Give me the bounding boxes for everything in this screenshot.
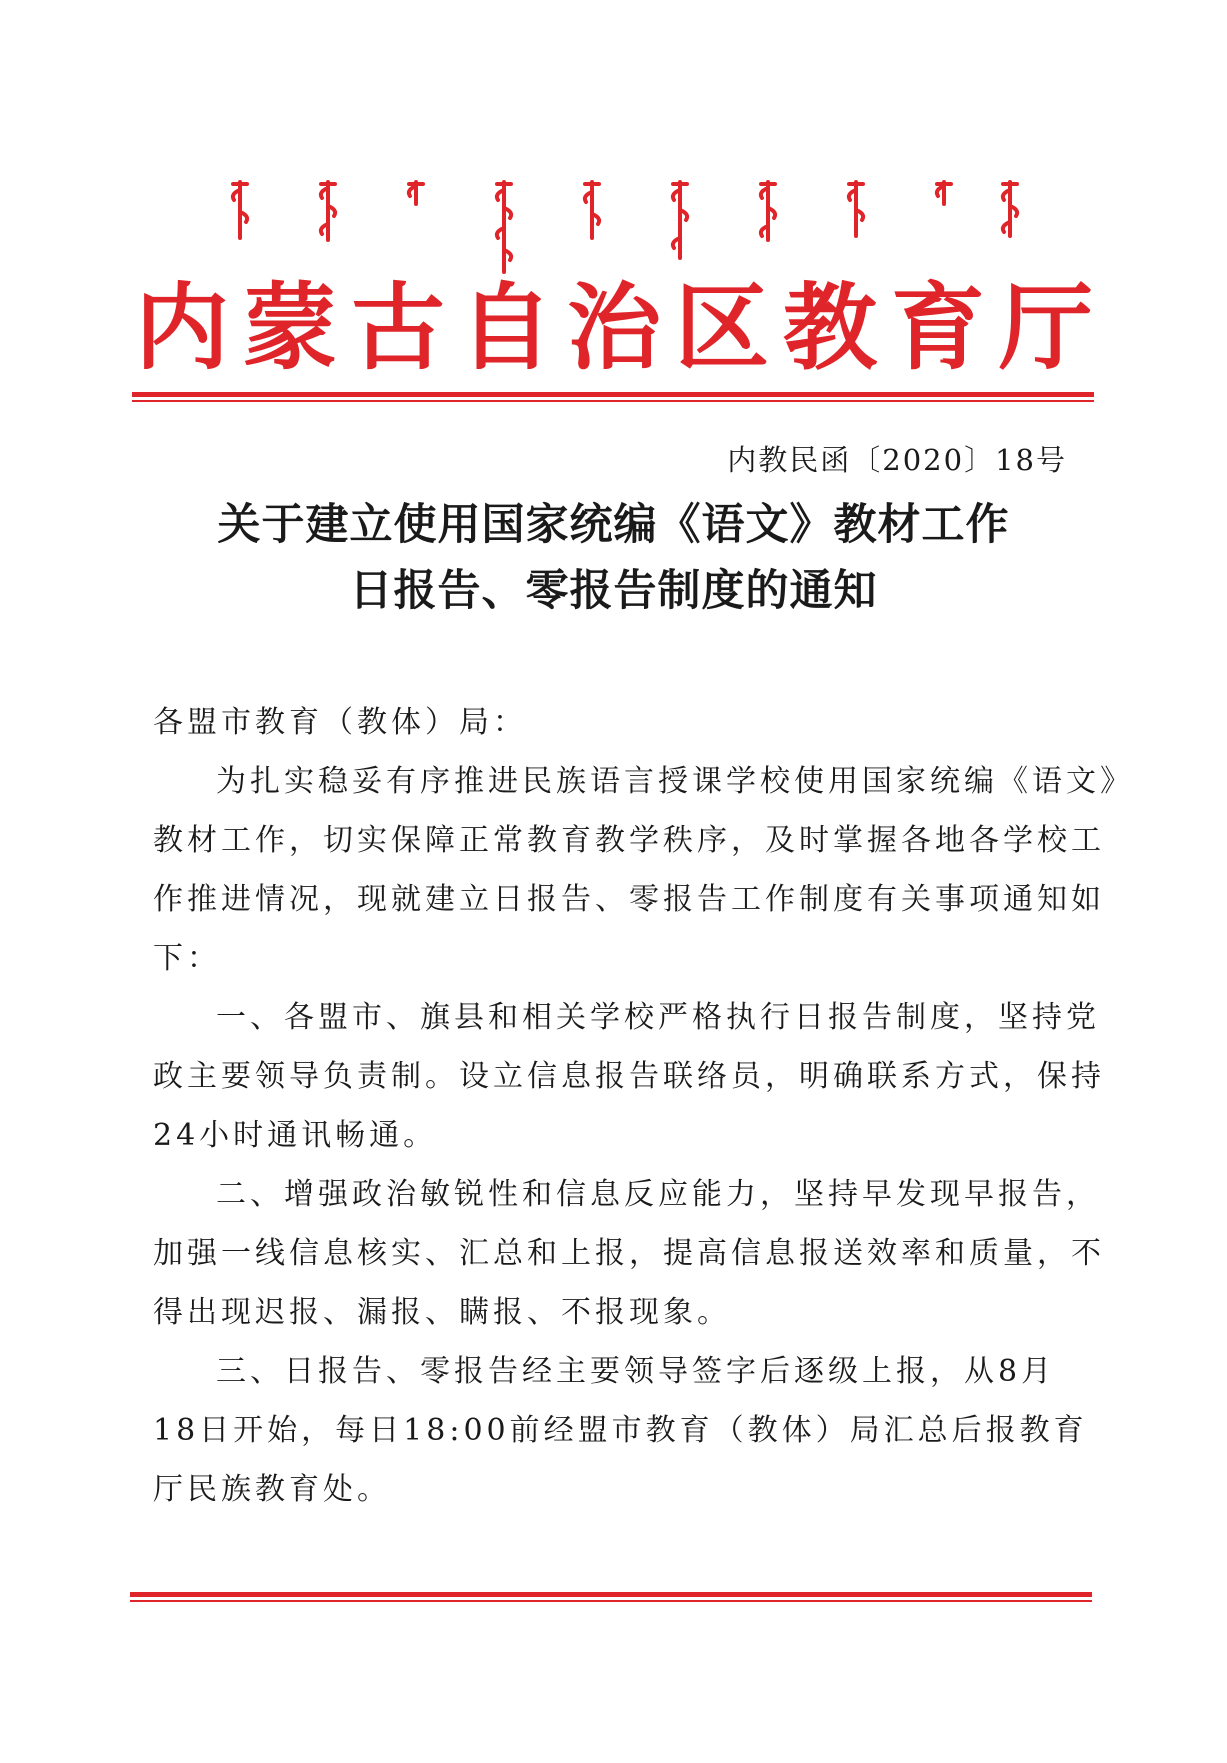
body-line: 政主要领导负责制。设立信息报告联络员，明确联系方式，保持 [153, 1059, 1105, 1094]
mongolian-glyph-column [665, 180, 695, 264]
mongolian-glyph-column [577, 180, 607, 244]
document-number: 内教民函〔2020〕18号 [727, 443, 1067, 477]
masthead-divider-thick [132, 392, 1094, 397]
body-line: 得出现迟报、漏报、瞒报、不报现象。 [153, 1295, 731, 1330]
mongolian-glyph-column [489, 180, 519, 278]
body-line: 作推进情况，现就建立日报告、零报告工作制度有关事项通知如 [153, 882, 1105, 917]
body-line: 24小时通讯畅通。 [153, 1118, 438, 1153]
body-line: 三、日报告、零报告经主要领导签字后逐级上报，从8月 [216, 1354, 1056, 1389]
body-line: 一、各盟市、旗县和相关学校严格执行日报告制度，坚持党 [216, 1000, 1100, 1035]
mongolian-glyph-column [753, 180, 783, 246]
footer-divider-thin [130, 1600, 1092, 1602]
document-title-line-2: 日报告、零报告制度的通知 [349, 566, 878, 616]
mongolian-glyph-column [225, 180, 255, 244]
mongolian-glyph-column [313, 180, 343, 246]
body-line: 下： [153, 941, 221, 976]
body-line: 加强一线信息核实、汇总和上报，提高信息报送效率和质量，不 [153, 1236, 1105, 1271]
masthead-title: 内蒙古自治区教育厅 [135, 273, 1108, 383]
body-line: 教材工作，切实保障正常教育教学秩序，及时掌握各地各学校工 [153, 823, 1105, 858]
body-line: 厅民族教育处。 [153, 1472, 391, 1507]
mongolian-glyph-column [401, 180, 431, 210]
body-line: 二、增强政治敏锐性和信息反应能力，坚持早发现早报告， [216, 1177, 1100, 1212]
mongolian-glyph-column [841, 180, 871, 242]
body-line: 为扎实稳妥有序推进民族语言授课学校使用国家统编《语文》 [216, 764, 1134, 799]
document-title-line-1: 关于建立使用国家统编《语文》教材工作 [217, 500, 1010, 550]
mongolian-glyph-column [929, 180, 959, 210]
footer-divider-thick [130, 1592, 1092, 1597]
body-line: 18日开始，每日18:00前经盟市教育（教体）局汇总后报教育 [153, 1413, 1088, 1448]
masthead-divider-thin [132, 400, 1094, 402]
mongolian-glyph-column [995, 180, 1025, 242]
salutation: 各盟市教育（教体）局： [153, 705, 527, 740]
mongolian-script-heading [225, 180, 1015, 280]
